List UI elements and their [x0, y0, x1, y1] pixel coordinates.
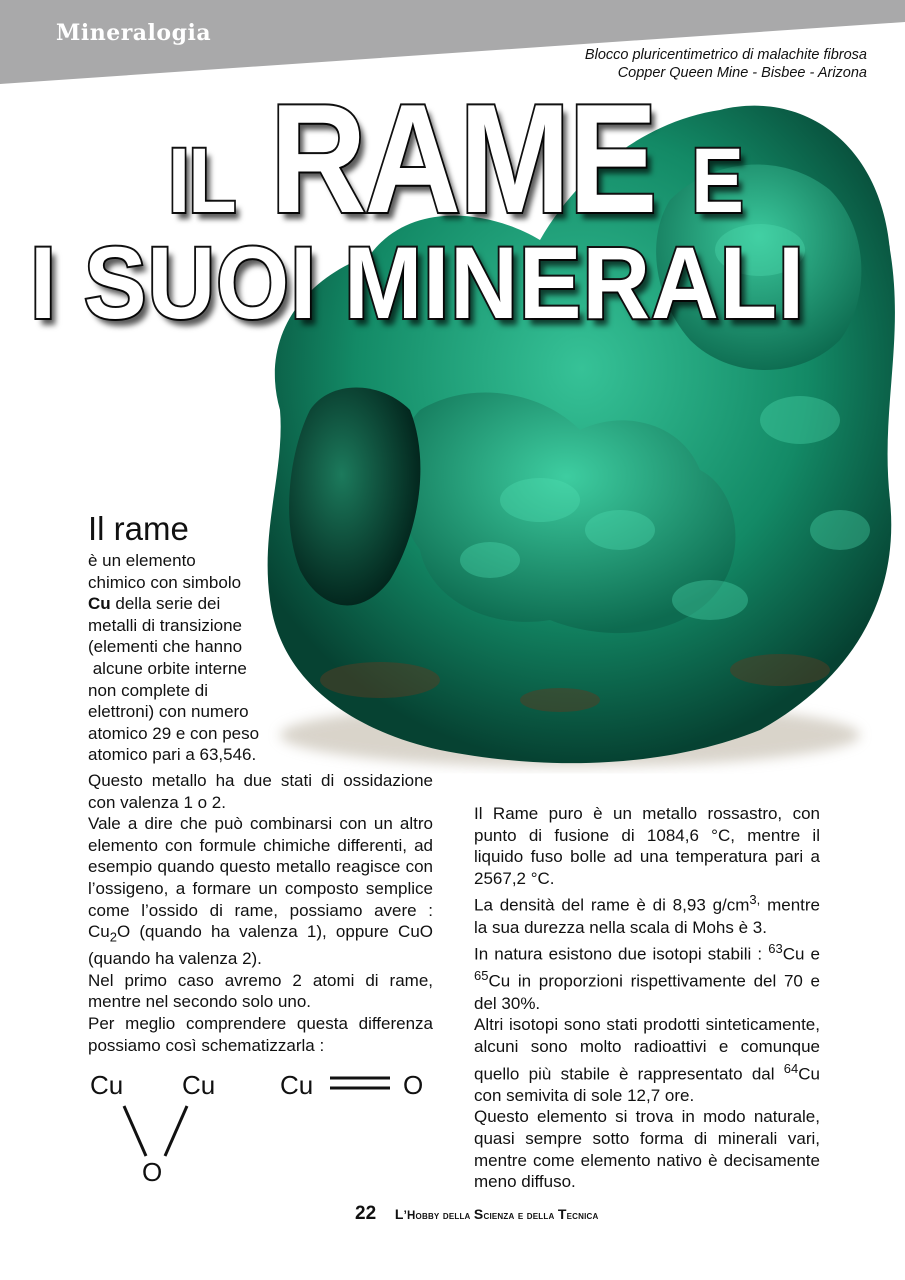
- intro-line: atomico pari a 63,546.: [88, 745, 257, 765]
- right-paragraph-1: Il Rame puro è un metallo rossastro, con punto di fusione di 1084,6 °C, mentre il liquido fuso bolle ad una temperatura pari a 2567,2 °C.: [474, 804, 820, 888]
- right-column: [474, 803, 820, 1193]
- diagram-cu-single: Cu: [280, 1070, 314, 1100]
- copper-oxide-diagram: [80, 1060, 440, 1190]
- title-word-il: IL: [168, 130, 235, 232]
- intro-line: alcune orbite interne: [88, 658, 247, 678]
- left-paragraph-3: Nel primo caso avremo 2 atomi di rame, mentre nel secondo solo uno.: [88, 970, 433, 1012]
- left-paragraph-4: Per meglio comprendere questa differenza possiamo così schematizzarla :: [88, 1013, 433, 1055]
- diagram-cu-right: Cu: [182, 1070, 216, 1100]
- intro-paragraph: [88, 550, 273, 766]
- intro-line: atomico 29 e con peso: [88, 723, 260, 743]
- diagram-cu-left: Cu: [90, 1070, 124, 1100]
- left-column: [88, 770, 433, 1056]
- diagram-o-single: O: [403, 1070, 424, 1100]
- diagram-bond-left: [124, 1106, 146, 1156]
- diagram-bond-right: [165, 1106, 187, 1156]
- title-line-1: [168, 70, 742, 248]
- right-paragraph-4: Altri isotopi sono stati prodotti sinteticamente, alcuni sono molto radioattivi e comunque quello più stabile è rappresentato dal $^{64}$Cu con semivita di sole 12,7 ore.: [474, 1015, 820, 1105]
- caption-line-1: Blocco pluricentimetrico di malachite fibrosa: [584, 47, 867, 63]
- magazine-name: L’Hobby della Scienza e della Tecnica: [394, 1206, 599, 1222]
- right-paragraph-3: In natura esistono due isotopi stabili : $^{63}$Cu e $^{65}$Cu in proporzioni rispettivamente del 70 e del 30%.: [474, 941, 820, 1013]
- page-footer: [355, 1203, 598, 1225]
- left-paragraph-2: Vale a dire che può combinarsi con un altro elemento con formule chimiche differenti, ad esempio quando questo metallo reagisce con l’ossigeno, a formare un composto semplice come l’ossido di rame, possiamo avere : $Cu_2O$ (quando ha valenza 1), oppure CuO (quando ha valenza 2).: [88, 814, 433, 969]
- intro-line: è un elemento: [88, 551, 196, 570]
- intro-line: metalli di transizione: [88, 615, 243, 635]
- section-label: Mineralogia: [56, 20, 212, 46]
- intro-line: non complete di: [88, 680, 209, 700]
- intro-line: Cu della serie dei: [88, 594, 221, 614]
- title-line-2: I SUOI MINERALI: [30, 226, 805, 340]
- title-word-rame: RAME: [270, 72, 656, 245]
- copper-symbol: Cu: [88, 594, 111, 614]
- page-number: 22: [355, 1203, 377, 1224]
- left-paragraph-1: Questo metallo ha due stati di ossidazione con valenza 1 o 2.: [88, 771, 433, 812]
- right-paragraph-5: Questo elemento si trova in modo naturale, quasi sempre sotto forma di minerali vari, mentre come elemento nativo è decisamente meno diffuso.: [474, 1107, 820, 1192]
- intro-line: (elementi che hanno: [88, 637, 243, 657]
- right-paragraph-2: La densità del rame è di 8,93 $g/cm^{3,}$ mentre la sua durezza nella scala di Mohs è 3.: [474, 892, 820, 937]
- diagram-o-bottom: O: [142, 1157, 163, 1187]
- caption-line-2: Copper Queen Mine - Bisbee - Arizona: [617, 65, 867, 81]
- intro-line: chimico con simbolo: [88, 572, 242, 592]
- intro-line: elettroni) con numero: [88, 702, 249, 722]
- title-word-e: E: [691, 130, 743, 232]
- article-heading: Il rame: [88, 510, 189, 547]
